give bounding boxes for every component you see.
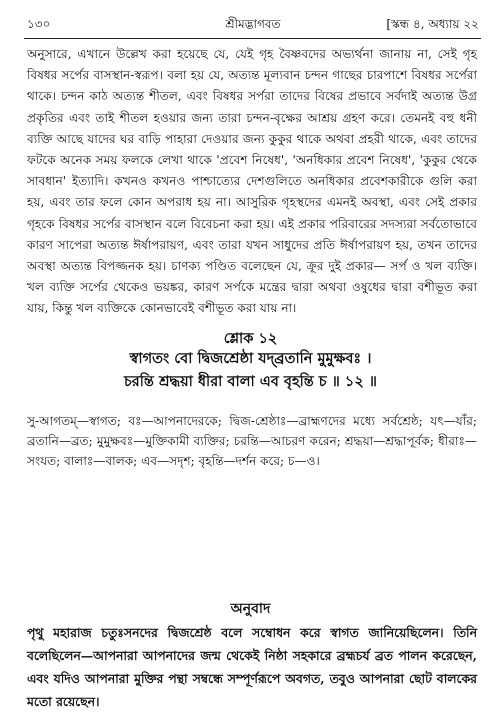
book-title: শ্রীমদ্ভাগবত — [225, 17, 281, 31]
header-divider — [24, 38, 481, 39]
sanskrit-verse — [0, 347, 501, 393]
verse-line-1: স্বাগতং বো দ্বিজশ্রেষ্ঠা যদ্‌ব্রতানি মুমুক্ষবঃ । — [129, 350, 372, 367]
page-number: ১৩০ — [27, 17, 51, 31]
synonyms-text: সু-আগতম্‌—স্বাগত; বঃ—আপনাদেরকে; দ্বিজ-শ্রেষ্ঠাঃ—ব্রাহ্মণদের মধ্যে সর্বশ্রেষ্ঠ; যৎ—যাঁর; ব্রতানি—ব্রত; মুমুক্ষবঃ—মুক্তিকামী ব্যক্তির; চরন্তি—আচরণ করেন; শ্রদ্ধয়া—শ্রদ্ধাপূর্বক; ধীরাঃ—সংযত; বালাঃ—বালক; এব—সদৃশ; বৃহন্তি—দর্শন করে; চ—ও। — [27, 414, 477, 468]
verse-line-2: চরন্তি শ্রদ্ধয়া ধীরা বালা এব বৃহন্তি চ ॥ ১২ ॥ — [123, 373, 378, 390]
translation-text: পৃথু মহারাজ চতুঃসনদের দ্বিজশ্রেষ্ঠ বলে সম্বোধন করে স্বাগত জানিয়েছিলেন। তিনি বলেছিলেন—আপনারা আপনাদের জন্ম থেকেই নিষ্ঠা সহকারে ব্রহ্মচর্য ব্রত পালন করেছেন, এবং যদিও আপনারা মুক্তির পন্থা সম্বন্ধে সম্পূর্ণরূপে অবগত, তবুও আপনারা ছোট বালকের মতো রয়েছেন। — [27, 625, 477, 709]
translation-paragraph — [27, 621, 477, 713]
purport-paragraph — [27, 44, 477, 320]
purport-text: অনুসারে, এখানে উল্লেখ করা হয়েছে যে, যেই গৃহ বৈষ্ণবদের অভ্যর্থনা জানায় না, সেই গৃহ বিষধর সর্পের বাসস্থান-স্বরূপ। বলা হয় যে, অত্যন্ত মূল্যবান চন্দন গাছের চারপাশে বিষধর সর্পেরা থাকে। চন্দন কাঠ অত্যন্ত শীতল, এবং বিষধর সর্পরা তাদের বিষের প্রভাবে সর্বদাই অত্যন্ত উগ্র প্রকৃতির এবং তাই শীতল হওয়ার জন্য তারা চন্দন-বৃক্ষের আশ্রয় গ্রহণ করে। তেমনই বহু ধনী ব্যক্তি আছে যাদের ঘর বাড়ি পাহারা দেওয়ার জন্য কুকুর থাকে অথবা প্রহরী থাকে, এবং তাদের ফটকে অনেক সময় ফলকে লেখা থাকে 'প্রবেশ নিষেধ', 'অনধিকার প্রবেশ নিষেধ', 'কুকুর থেকে সাবধান' ইত্যাদি। কখনও কখনও পাশ্চাত্যের দেশগুলিতে অনধিকার প্রবেশকারীকে গুলি করা হয়, এবং তার ফলে কোন অপরাধ হয় না। আসুরিক গৃহস্থদের এমনই অবস্থা, এবং সেই প্রকার গৃহকে বিষধর সর্পের বাসস্থান বলে বিবেচনা করা হয়। এই প্রকার পরিবারের সদস্যরা সর্বতোভাবে কারণ সাপেরা অত্যন্ত ঈর্ষাপরায়ণ, এবং তারা যখন সাধুদের প্রতি ঈর্ষাপরায়ণ হয়, তখন তাদের অবস্থা অত্যন্ত বিপজ্জনক হয়। চাণক্য পণ্ডিত বলেছেন যে, ক্রূর দুই প্রকার— সর্প ও খল ব্যক্তি। খল ব্যক্তি সর্পের থেকেও ভয়ঙ্কর, কারণ সর্পকে মন্ত্রের দ্বারা অথবা ওষুধের দ্বারা বশীভূত করা যায়, কিন্তু খল ব্যক্তিকে কোনভাবেই বশীভূত করা যায় না। — [27, 47, 477, 316]
translation-heading: অনুবাদ — [230, 601, 271, 617]
word-synonyms — [27, 411, 477, 471]
page-header — [27, 14, 479, 36]
verse-heading: শ্লোক ১২ — [223, 330, 278, 347]
chapter-reference: [স্কন্ধ ৪, অধ্যায় ২২ — [386, 17, 479, 31]
